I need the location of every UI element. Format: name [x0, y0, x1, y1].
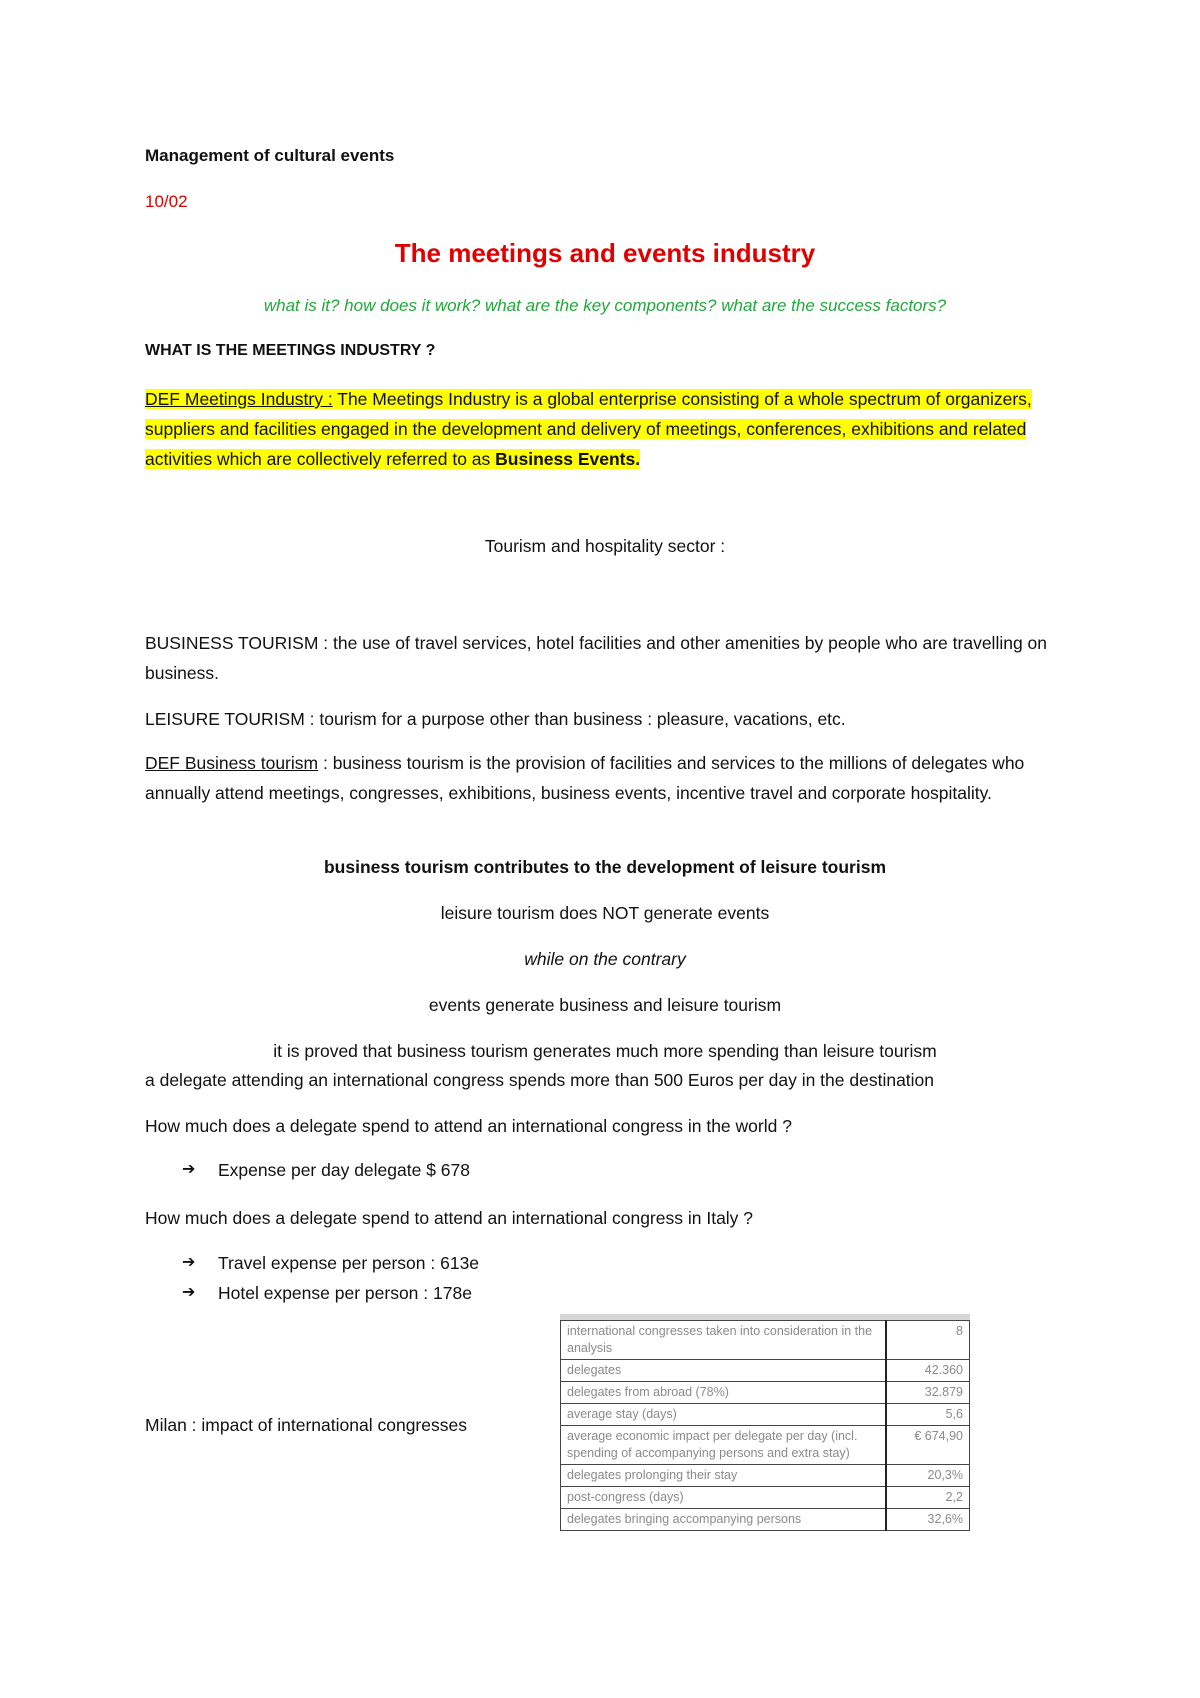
- leisure-tourism-text: LEISURE TOURISM : tourism for a purpose other than business : pleasure, vacations, etc.: [145, 709, 846, 729]
- table-row: [561, 1382, 970, 1404]
- table-cell-label: delegates: [561, 1360, 887, 1382]
- subtitle-questions: what is it? how does it work? what are the key components? what are the success factors?: [263, 296, 947, 315]
- main-title: The meetings and events industry: [394, 238, 816, 268]
- question-italy: How much does a delegate spend to attend an international congress in Italy ?: [145, 1208, 754, 1228]
- italy-answer-list: [182, 1248, 982, 1308]
- table-cell-value: 20,3%: [886, 1465, 970, 1487]
- table-cell-label: international congresses taken into consideration in the analysis: [561, 1321, 887, 1360]
- definition-text: The Meetings Industry is a global enterprise consisting of a whole spectrum of organizers, suppliers and facilities engaged in the development and delivery of meetings, conferences, exhibitions and related activities which are collectively referred to as: [145, 389, 1032, 469]
- centered-line-1: business tourism contributes to the development of leisure tourism: [323, 857, 887, 877]
- right-arrow-icon: ➔: [182, 1284, 196, 1301]
- centered-line-4: events generate business and leisure tourism: [428, 995, 782, 1015]
- list-item-text: Hotel expense per person : 178e: [218, 1283, 472, 1303]
- list-item: [182, 1155, 982, 1185]
- table-row: [561, 1426, 970, 1465]
- table-row: [561, 1487, 970, 1509]
- right-arrow-icon: ➔: [182, 1254, 196, 1271]
- table-cell-value: 32.879: [886, 1382, 970, 1404]
- centered-line-3: while on the contrary: [524, 949, 686, 969]
- table-cell-value: 8: [886, 1321, 970, 1360]
- table-cell-label: post-congress (days): [561, 1487, 887, 1509]
- table-row: [561, 1509, 970, 1531]
- right-arrow-icon: ➔: [182, 1161, 196, 1178]
- list-item: [182, 1248, 982, 1278]
- list-item-text: Travel expense per person : 613e: [218, 1253, 480, 1273]
- tourism-heading: Tourism and hospitality sector :: [484, 536, 726, 556]
- table-row: [561, 1465, 970, 1487]
- table-cell-value: 32,6%: [886, 1509, 970, 1531]
- business-def-text: : business tourism is the provision of facilities and services to the millions of delegates who annually attend meetings, congresses, exhibitions, business events, incentive travel and corporate hospitality.: [145, 753, 1025, 803]
- centered-line-6: a delegate attending an international congress spends more than 500 Euros per day in the destination: [145, 1070, 935, 1090]
- section-heading: WHAT IS THE MEETINGS INDUSTRY ?: [145, 342, 436, 359]
- definition-bold-term: Business Events.: [495, 449, 641, 469]
- course-title: Management of cultural events: [145, 146, 395, 165]
- list-item-text: Expense per day delegate $ 678: [218, 1160, 470, 1180]
- milan-congress-table: [560, 1320, 970, 1531]
- business-def-label: DEF Business tourism: [145, 753, 319, 773]
- world-answer-list: [182, 1155, 982, 1185]
- table-cell-value: € 674,90: [886, 1426, 970, 1465]
- table-cell-label: delegates prolonging their stay: [561, 1465, 887, 1487]
- list-item: [182, 1278, 982, 1308]
- table-row: [561, 1360, 970, 1382]
- table-cell-label: delegates from abroad (78%): [561, 1382, 887, 1404]
- table-cell-value: 2,2: [886, 1487, 970, 1509]
- centered-line-2: leisure tourism does NOT generate events: [440, 903, 770, 923]
- table-cell-value: 5,6: [886, 1404, 970, 1426]
- centered-line-5: it is proved that business tourism generates much more spending than leisure tourism: [273, 1041, 937, 1061]
- table-row: [561, 1404, 970, 1426]
- definition-business-tourism: [145, 748, 1055, 808]
- table-cell-value: 42.360: [886, 1360, 970, 1382]
- table-cell-label: delegates bringing accompanying persons: [561, 1509, 887, 1531]
- definition-label: DEF Meetings Industry :: [145, 389, 333, 409]
- lecture-date: 10/02: [145, 192, 188, 211]
- table-cell-label: average economic impact per delegate per day (incl. spending of accompanying persons and extra stay): [561, 1426, 887, 1465]
- table-cell-label: average stay (days): [561, 1404, 887, 1426]
- question-world: How much does a delegate spend to attend an international congress in the world ?: [145, 1116, 792, 1136]
- table-row: [561, 1321, 970, 1360]
- business-tourism-text: BUSINESS TOURISM : the use of travel services, hotel facilities and other amenities by people who are travelling on business.: [145, 633, 1048, 683]
- milan-label: Milan : impact of international congresses: [145, 1415, 467, 1435]
- definition-meetings-industry: [145, 384, 1055, 474]
